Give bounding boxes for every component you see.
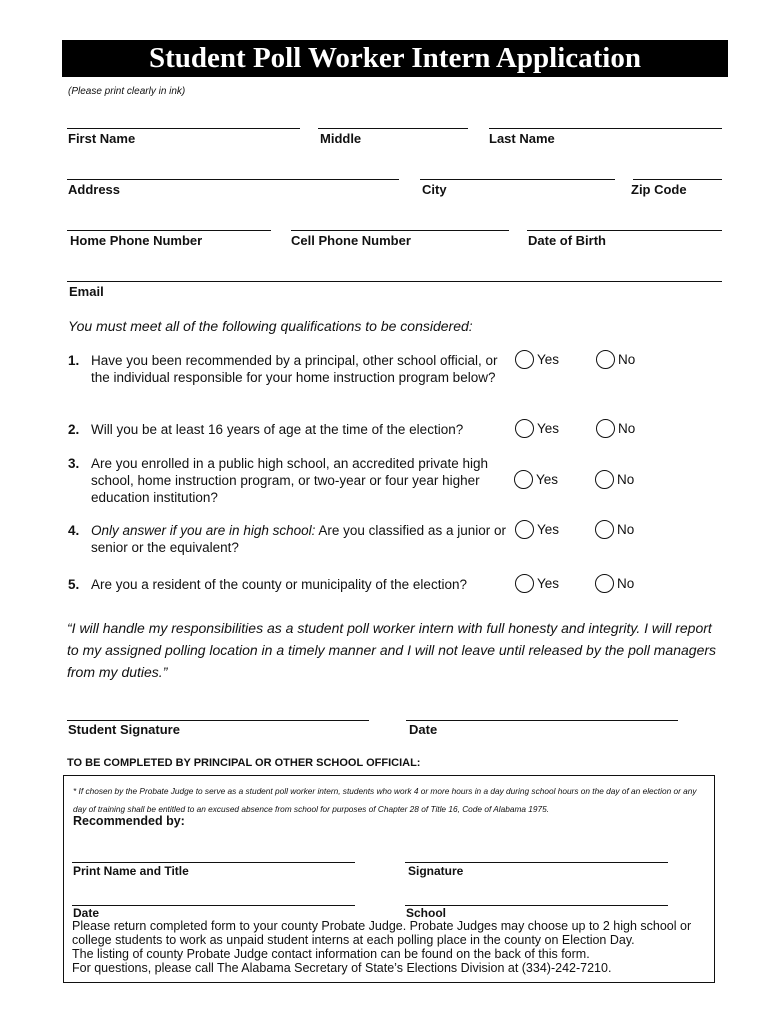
date-of-birth-field[interactable] xyxy=(527,230,722,231)
last-name-field[interactable] xyxy=(489,128,722,129)
official-signature-label: Signature xyxy=(408,864,464,878)
instruction-line: Please return completed form to your county Probate Judge. Probate Judges may choose up to 2 high school or xyxy=(72,919,692,933)
cell-phone-field[interactable] xyxy=(291,230,509,231)
home-phone-field[interactable] xyxy=(67,230,271,231)
no-label: No xyxy=(617,522,635,537)
middle-name-field[interactable] xyxy=(318,128,468,129)
zip-code-label: Zip Code xyxy=(631,182,687,197)
radio-circle-icon[interactable] xyxy=(595,574,614,593)
question-number: 5. xyxy=(68,577,80,592)
no-label: No xyxy=(618,352,636,367)
qualifications-intro: You must meet all of the following qualifications to be considered: xyxy=(68,318,473,334)
question-number: 2. xyxy=(68,422,80,437)
question-text: Are you a resident of the county or municipality of the election? xyxy=(91,577,467,592)
question-number: 1. xyxy=(68,353,80,368)
question-text: Will you be at least 16 years of age at the time of the election? xyxy=(91,422,464,437)
official-date-label: Date xyxy=(73,906,100,920)
return-instructions xyxy=(72,919,712,975)
middle-name-label: Middle xyxy=(320,131,362,146)
question-number: 4. xyxy=(68,523,80,538)
print-name-title-field[interactable] xyxy=(72,862,355,863)
q2-yes-radio[interactable] xyxy=(515,419,559,438)
email-field[interactable] xyxy=(67,281,722,282)
radio-circle-icon[interactable] xyxy=(595,520,614,539)
school-label: School xyxy=(406,906,447,920)
address-field[interactable] xyxy=(67,179,399,180)
official-section-heading: TO BE COMPLETED BY PRINCIPAL OR OTHER SCHOOL OFFICIAL: xyxy=(67,757,421,769)
radio-circle-icon[interactable] xyxy=(596,350,615,369)
radio-circle-icon[interactable] xyxy=(515,350,534,369)
q1-no-radio[interactable] xyxy=(596,350,635,369)
question-4 xyxy=(68,522,508,556)
pledge-statement: “I will handle my responsibilities as a student poll worker intern with full honesty and integrity. I will report to my assigned polling location in a timely manner and I will not leave until released by the poll managers from my duties.” xyxy=(67,620,717,680)
instruction-line: The listing of county Probate Judge contact information can be found on the back of this form. xyxy=(72,947,590,961)
instruction-line: For questions, please call The Alabama Secretary of State’s Elections Division at (334)-242-7210. xyxy=(72,961,612,975)
no-label: No xyxy=(617,472,635,487)
q2-no-radio[interactable] xyxy=(596,419,635,438)
email-label: Email xyxy=(69,284,104,299)
question-text: Have you been recommended by a principal, other school official, or the individual responsible for your home instruction program below? xyxy=(91,353,498,385)
student-signature-label: Student Signature xyxy=(68,722,180,737)
no-label: No xyxy=(618,421,636,436)
yes-label: Yes xyxy=(537,522,560,537)
radio-circle-icon[interactable] xyxy=(514,470,533,489)
radio-circle-icon[interactable] xyxy=(596,419,615,438)
page-title: Student Poll Worker Intern Application xyxy=(62,40,728,77)
q4-no-radio[interactable] xyxy=(595,520,634,539)
question-text xyxy=(91,522,508,556)
student-date-label: Date xyxy=(409,722,438,737)
first-name-field[interactable] xyxy=(67,128,300,129)
radio-circle-icon[interactable] xyxy=(515,419,534,438)
last-name-label: Last Name xyxy=(489,131,555,146)
instruction-line: college students to work as unpaid student interns at each polling place in the county on Election Day. xyxy=(72,933,635,947)
question-5 xyxy=(68,576,508,593)
yes-label: Yes xyxy=(537,576,560,591)
question-1 xyxy=(68,352,508,386)
yes-label: Yes xyxy=(537,352,560,367)
radio-circle-icon[interactable] xyxy=(515,520,534,539)
radio-circle-icon[interactable] xyxy=(515,574,534,593)
q1-yes-radio[interactable] xyxy=(515,350,559,369)
city-field[interactable] xyxy=(420,179,615,180)
home-phone-label: Home Phone Number xyxy=(70,233,203,248)
print-name-title-label: Print Name and Title xyxy=(73,864,189,878)
q4-yes-radio[interactable] xyxy=(515,520,559,539)
radio-circle-icon[interactable] xyxy=(595,470,614,489)
official-date-field[interactable] xyxy=(72,905,355,906)
q3-yes-radio[interactable] xyxy=(514,470,558,489)
print-instruction: (Please print clearly in ink) xyxy=(68,86,186,97)
question-number: 3. xyxy=(68,456,80,471)
student-signature-field[interactable] xyxy=(67,720,369,721)
first-name-label: First Name xyxy=(68,131,136,146)
q5-no-radio[interactable] xyxy=(595,574,634,593)
date-of-birth-label: Date of Birth xyxy=(528,233,606,248)
address-label: Address xyxy=(68,182,121,197)
official-signature-field[interactable] xyxy=(405,862,668,863)
no-label: No xyxy=(617,576,635,591)
yes-label: Yes xyxy=(536,472,559,487)
excused-absence-footnote: * If chosen by the Probate Judge to serve as a student poll worker intern, students who work 4 or more hours in a day during school hours on the day of an election or any day of training shall be entitled to an excused absence from school for purposes of Chapter 28 of Title 16, Code of Alabama 1975. xyxy=(73,786,697,814)
student-date-field[interactable] xyxy=(406,720,678,721)
question-body: Are you classified as a junior or senior or the equivalent? xyxy=(91,523,506,555)
city-label: City xyxy=(422,182,447,197)
q3-no-radio[interactable] xyxy=(595,470,634,489)
question-prefix: Only answer if you are in high school: xyxy=(91,523,316,538)
question-2 xyxy=(68,421,508,438)
zip-code-field[interactable] xyxy=(633,179,722,180)
question-text: Are you enrolled in a public high school, an accredited private high school, home instruction program, or two-year or four year higher education institution? xyxy=(91,456,488,505)
cell-phone-label: Cell Phone Number xyxy=(291,233,411,248)
yes-label: Yes xyxy=(537,421,560,436)
recommended-by-label: Recommended by: xyxy=(73,814,185,828)
q5-yes-radio[interactable] xyxy=(515,574,559,593)
question-3 xyxy=(68,455,508,506)
